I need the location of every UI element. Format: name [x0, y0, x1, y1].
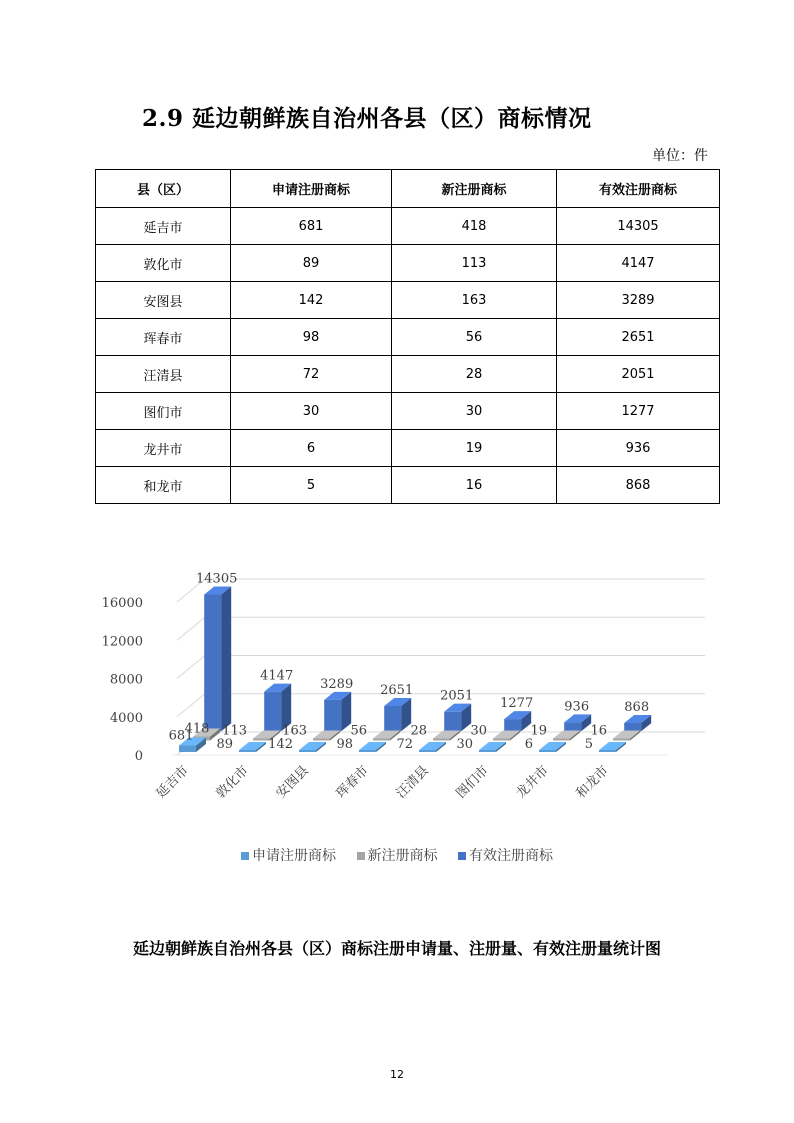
legend-label-valid: 有效注册商标	[468, 848, 553, 864]
trademark-table	[95, 169, 720, 504]
unit-label: 单位：件	[652, 148, 708, 164]
bar	[564, 714, 591, 731]
bar	[324, 692, 351, 731]
cell-applied: 98	[231, 319, 392, 356]
table-row	[96, 208, 720, 245]
bar-front	[264, 692, 281, 732]
header-applied: 申请注册商标	[231, 170, 392, 208]
table-row	[96, 430, 720, 467]
bar	[419, 742, 446, 752]
table-row	[96, 282, 720, 319]
cell-valid: 1277	[557, 393, 720, 430]
legend-swatch-new	[357, 852, 365, 860]
data-label: 4147	[260, 668, 294, 684]
data-label: 30	[470, 723, 487, 739]
y-tick-label: 16000	[101, 596, 143, 611]
cell-valid: 14305	[557, 208, 720, 245]
cell-valid: 4147	[557, 245, 720, 282]
cell-applied: 681	[231, 208, 392, 245]
x-tick-label: 延吉市	[153, 763, 192, 802]
bar	[299, 742, 326, 752]
data-label: 56	[350, 723, 367, 739]
x-tick-label: 珲春市	[333, 763, 372, 802]
page-number: 12	[390, 1068, 404, 1081]
bar-front	[239, 750, 256, 752]
data-label: 30	[456, 737, 473, 752]
header-valid: 有效注册商标	[557, 170, 720, 208]
bar-front	[373, 739, 390, 741]
cell-new: 113	[392, 245, 557, 282]
cell-new: 30	[392, 393, 557, 430]
x-tick-label: 汪清县	[393, 763, 432, 802]
legend-swatch-valid	[458, 852, 466, 860]
bar-front	[384, 706, 401, 731]
cell-applied: 142	[231, 282, 392, 319]
bar-front	[553, 739, 570, 741]
data-label: 89	[216, 737, 233, 752]
chart-legend	[0, 845, 794, 865]
gridline-side	[177, 694, 205, 717]
data-label: 19	[530, 723, 547, 739]
cell-valid: 2051	[557, 356, 720, 393]
cell-new: 19	[392, 430, 557, 467]
cell-valid: 868	[557, 467, 720, 504]
cell-applied: 30	[231, 393, 392, 430]
gridline-side	[177, 656, 205, 679]
cell-valid: 2651	[557, 319, 720, 356]
y-tick-label: 8000	[109, 672, 143, 688]
data-label: 113	[222, 723, 247, 739]
bar-front	[479, 750, 496, 752]
bar-front	[624, 723, 641, 731]
bar-front	[599, 750, 616, 752]
table-row	[96, 393, 720, 430]
cell-new: 418	[392, 208, 557, 245]
bar	[599, 742, 626, 752]
data-label: 2651	[380, 682, 414, 698]
bar-front	[539, 750, 556, 752]
bar-front	[613, 739, 630, 741]
bar	[444, 704, 471, 732]
bar-front	[444, 712, 461, 732]
data-label: 72	[396, 737, 413, 752]
bar-front	[204, 595, 221, 732]
data-label: 418	[184, 721, 210, 737]
x-tick-label: 和龙市	[573, 763, 612, 802]
legend-item-valid	[458, 845, 553, 865]
bar-front	[299, 750, 316, 752]
table-row	[96, 356, 720, 393]
cell-applied: 89	[231, 245, 392, 282]
bar-side	[221, 587, 231, 732]
data-label: 1277	[500, 696, 534, 712]
data-label: 28	[410, 723, 427, 739]
x-tick-label: 图们市	[453, 763, 492, 802]
cell-county: 龙井市	[96, 430, 231, 467]
data-label: 2051	[440, 688, 474, 704]
header-county: 县（区）	[96, 170, 231, 208]
cell-applied: 5	[231, 467, 392, 504]
cell-county: 汪清县	[96, 356, 231, 393]
bar	[504, 711, 531, 731]
bar-front	[564, 722, 581, 731]
data-label: 16	[590, 723, 607, 739]
data-label: 3289	[320, 676, 354, 692]
x-tick-label: 龙井市	[513, 763, 552, 802]
data-label: 6	[524, 737, 533, 752]
cell-county: 敦化市	[96, 245, 231, 282]
cell-new: 163	[392, 282, 557, 319]
bar-front	[504, 719, 521, 731]
bar	[384, 698, 411, 731]
bar-front	[493, 739, 510, 741]
cell-applied: 72	[231, 356, 392, 393]
bar	[359, 742, 386, 752]
legend-label-applied: 申请注册商标	[252, 848, 337, 864]
cell-county: 和龙市	[96, 467, 231, 504]
legend-item-applied	[241, 845, 336, 865]
x-tick-label: 敦化市	[213, 763, 252, 802]
cell-applied: 6	[231, 430, 392, 467]
bar-front	[179, 745, 196, 752]
bar	[239, 742, 266, 752]
table-row	[96, 245, 720, 282]
y-tick-label: 0	[134, 749, 143, 764]
bar-front	[359, 750, 376, 752]
cell-valid: 3289	[557, 282, 720, 319]
trademark-3d-bar-chart	[95, 570, 715, 840]
table-row	[96, 319, 720, 356]
cell-new: 56	[392, 319, 557, 356]
legend-item-new	[357, 845, 438, 865]
data-label: 14305	[196, 571, 238, 587]
legend-swatch-applied	[241, 852, 249, 860]
bar	[539, 742, 566, 752]
x-tick-labels	[153, 763, 612, 802]
x-tick-label: 安图县	[273, 763, 312, 802]
bar	[479, 742, 506, 752]
bar	[624, 715, 651, 731]
bar-front	[433, 739, 450, 741]
cell-county: 珲春市	[96, 319, 231, 356]
data-label: 142	[268, 737, 293, 752]
data-label: 5	[584, 737, 593, 752]
cell-county: 图们市	[96, 393, 231, 430]
table-row	[96, 467, 720, 504]
cell-valid: 936	[557, 430, 720, 467]
cell-new: 16	[392, 467, 557, 504]
bar	[204, 587, 231, 732]
bar-front	[313, 739, 330, 741]
data-label: 936	[564, 699, 590, 715]
cell-new: 28	[392, 356, 557, 393]
section-title: 2.9 延边朝鲜族自治州各县（区）商标情况	[142, 105, 592, 132]
legend-label-new: 新注册商标	[367, 848, 438, 864]
data-label: 98	[336, 737, 353, 752]
data-label: 868	[624, 699, 650, 715]
table-header-row	[96, 170, 720, 208]
cell-county: 安图县	[96, 282, 231, 319]
header-new: 新注册商标	[392, 170, 557, 208]
cell-county: 延吉市	[96, 208, 231, 245]
y-tick-label: 12000	[101, 634, 143, 650]
bar-front	[324, 700, 341, 731]
y-tick-label: 4000	[109, 710, 143, 726]
data-label: 163	[282, 723, 307, 739]
data-label: 681	[168, 728, 194, 744]
bar-front	[419, 750, 436, 752]
gridline-side	[177, 617, 205, 640]
chart-caption: 延边朝鲜族自治州各县（区）商标注册申请量、注册量、有效注册量统计图	[132, 939, 661, 958]
